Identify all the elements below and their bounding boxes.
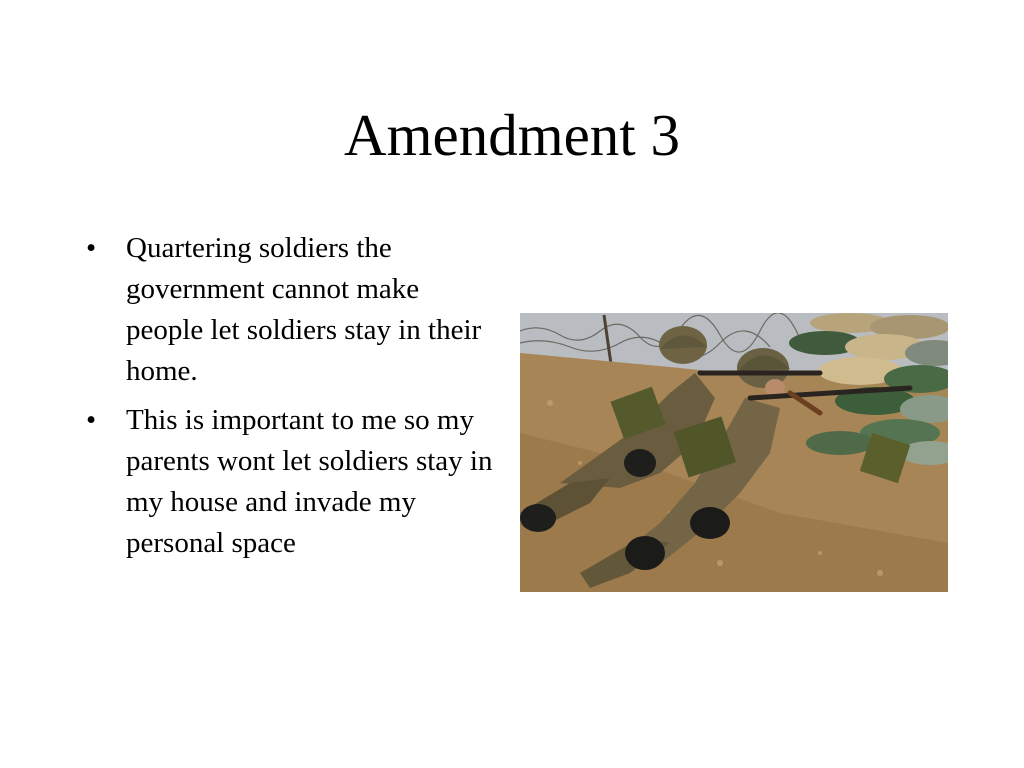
bullet-marker: •	[86, 232, 97, 264]
bullet-item	[80, 400, 495, 564]
bullet-text: Quartering soldiers the government cannot make people let soldiers stay in their home.	[126, 232, 482, 387]
soldiers-photo	[520, 313, 948, 592]
bullet-text: This is important to me so my parents wont let soldiers stay in my house and invade my personal space	[126, 404, 493, 559]
slide-title: Amendment 3	[344, 102, 680, 168]
bullet-item	[80, 228, 495, 392]
bullet-list	[80, 228, 495, 572]
soldiers-illustration	[520, 313, 948, 592]
bullet-marker: •	[86, 404, 97, 436]
